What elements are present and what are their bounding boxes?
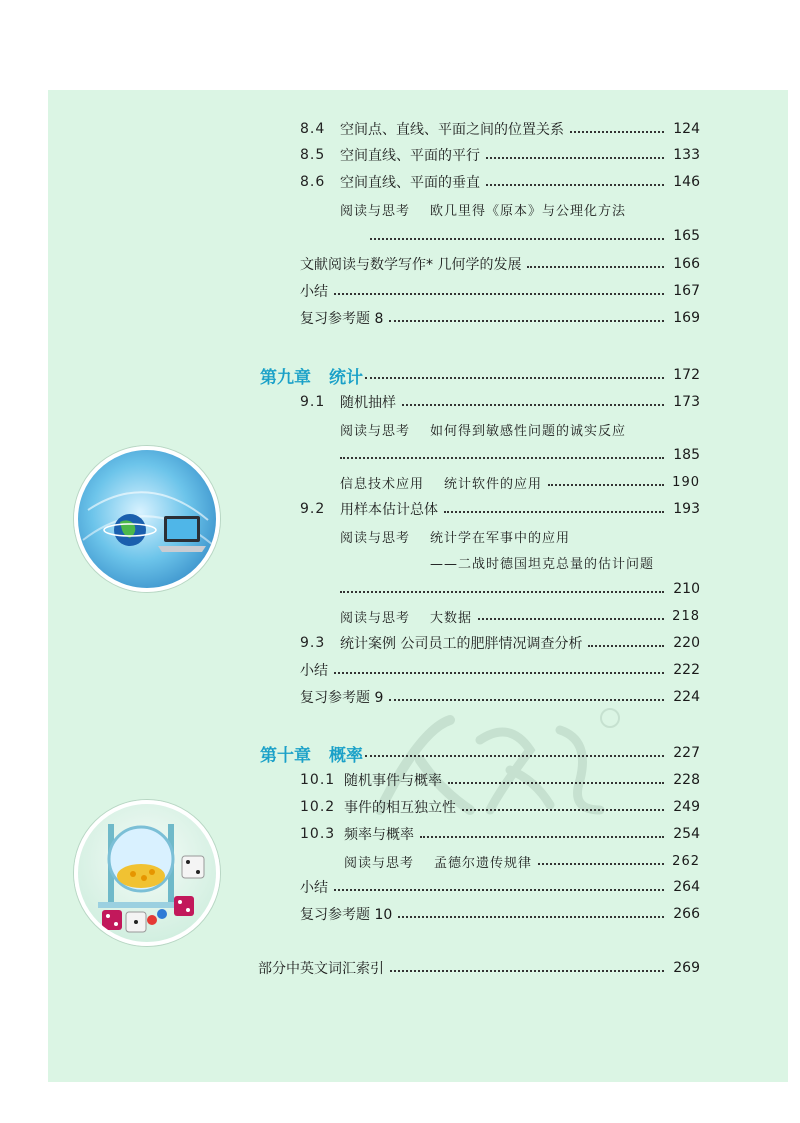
toc-entry-9-3[interactable] — [300, 632, 700, 654]
lottery-dice-graphic — [78, 804, 216, 942]
toc-entry-review-10[interactable] — [300, 903, 700, 925]
section-title: 空间点、直线、平面之间的位置关系 — [340, 122, 564, 138]
toc-entry-8-6[interactable] — [300, 171, 700, 193]
reading-title: 欧几里得《原本》与公理化方法 — [430, 203, 627, 219]
page-number: 227 — [673, 745, 700, 761]
toc-entry-9-1[interactable] — [300, 391, 700, 413]
section-title: 事件的相互独立性 — [344, 800, 456, 816]
section-number: 10.3 — [300, 826, 336, 842]
toc-reading-8-6[interactable] — [340, 198, 700, 220]
dot-leader — [334, 293, 664, 295]
dot-leader — [448, 782, 664, 784]
reading-title: 大数据 — [430, 610, 473, 626]
section-title: 空间直线、平面的平行 — [340, 148, 480, 164]
toc-entry-10-2[interactable] — [300, 796, 700, 818]
toc-chapter-9[interactable] — [260, 364, 700, 386]
toc-entry-10-1[interactable] — [300, 769, 700, 791]
reading-label: 阅读与思考 — [340, 203, 411, 219]
toc-entry-summary-9[interactable] — [300, 659, 700, 681]
dot-leader — [389, 320, 664, 322]
page-number: 124 — [673, 121, 700, 137]
dot-leader — [389, 699, 664, 701]
chapter-title: 概率 — [329, 745, 363, 766]
page-number: 185 — [673, 447, 700, 463]
dot-leader — [462, 809, 664, 811]
toc-entry-8-4[interactable] — [300, 118, 700, 140]
reading-subtitle: ——二战时德国坦克总量的估计问题 — [430, 556, 655, 572]
toc-entry-8-5[interactable] — [300, 144, 700, 166]
dot-leader — [398, 916, 664, 918]
section-title: 频率与概率 — [344, 827, 414, 843]
toc-reading-10-3[interactable] — [344, 850, 700, 872]
reading-title: 统计学在军事中的应用 — [430, 530, 571, 546]
dot-leader — [402, 404, 664, 406]
page-number: 169 — [673, 310, 700, 326]
toc-entry-review-9[interactable] — [300, 686, 700, 708]
section-number: 8.6 — [300, 174, 326, 190]
toc-entry-index[interactable] — [258, 957, 700, 979]
section-title: 用样本估计总体 — [340, 502, 438, 518]
it-title: 统计软件的应用 — [444, 476, 543, 492]
section-title: 文献阅读与数学写作* 几何学的发展 — [300, 257, 522, 273]
reading-label: 阅读与思考 — [340, 423, 411, 439]
section-title: 小结 — [300, 663, 328, 679]
page-number: 167 — [673, 283, 700, 299]
dot-leader — [538, 863, 664, 865]
toc-it-9-1[interactable] — [340, 471, 700, 493]
chapter-number: 第九章 — [260, 367, 311, 388]
page-number: 262 — [672, 853, 700, 869]
dot-leader — [365, 755, 664, 757]
toc-reading-9-2-subtitle[interactable] — [430, 551, 700, 573]
dot-leader — [548, 484, 664, 486]
page-number: 266 — [673, 906, 700, 922]
dot-leader — [420, 836, 664, 838]
section-title: 复习参考题 10 — [300, 907, 393, 923]
page-number: 165 — [673, 228, 700, 244]
dot-leader — [486, 157, 664, 159]
dot-leader — [334, 672, 664, 674]
page-number: 173 — [673, 394, 700, 410]
dot-leader — [478, 618, 664, 620]
probability-illustration — [74, 800, 220, 946]
page-number: 172 — [673, 367, 700, 383]
page-number: 249 — [673, 799, 700, 815]
toc-entry-review-8[interactable] — [300, 307, 700, 329]
page-number: 222 — [673, 662, 700, 678]
section-title: 统计案例 公司员工的肥胖情况调查分析 — [340, 636, 583, 652]
page-number: 166 — [673, 256, 700, 272]
chapter-number: 第十章 — [260, 745, 311, 766]
reading-label: 阅读与思考 — [344, 855, 415, 871]
dot-leader — [340, 457, 664, 459]
section-title: 随机事件与概率 — [344, 773, 442, 789]
reading-title: 如何得到敏感性问题的诚实反应 — [430, 423, 627, 439]
section-title: 小结 — [300, 284, 328, 300]
section-number: 10.2 — [300, 799, 336, 815]
section-number: 9.2 — [300, 501, 326, 517]
page-number: 133 — [673, 147, 700, 163]
toc-chapter-10[interactable] — [260, 742, 700, 764]
page-number: 224 — [673, 689, 700, 705]
toc-reading-9-2-page[interactable] — [340, 578, 700, 600]
reading-label: 阅读与思考 — [340, 530, 411, 546]
section-title: 复习参考题 8 — [300, 311, 384, 327]
section-number: 9.1 — [300, 394, 326, 410]
dot-leader — [570, 131, 664, 133]
toc-entry-9-2[interactable] — [300, 498, 700, 520]
dot-leader — [334, 889, 664, 891]
dot-leader — [486, 184, 664, 186]
toc-reading-9-2b[interactable] — [340, 605, 700, 627]
section-number: 9.3 — [300, 635, 326, 651]
toc-entry-summary-8[interactable] — [300, 280, 700, 302]
page-number: 264 — [673, 879, 700, 895]
it-label: 信息技术应用 — [340, 476, 425, 492]
section-title: 小结 — [300, 880, 328, 896]
dot-leader — [370, 238, 664, 240]
toc-entry-10-3[interactable] — [300, 823, 700, 845]
toc-entry-summary-10[interactable] — [300, 876, 700, 898]
statistics-illustration — [74, 446, 220, 592]
toc-reading-8-6-page[interactable] — [370, 225, 700, 247]
globe-laptop-graphic — [78, 450, 216, 588]
toc-reading-9-1-page[interactable] — [340, 444, 700, 466]
toc-entry-literature[interactable] — [300, 253, 700, 275]
dot-leader — [365, 377, 664, 379]
page-number: 193 — [673, 501, 700, 517]
page-number: 228 — [673, 772, 700, 788]
toc-reading-9-1[interactable] — [340, 418, 700, 440]
page-number: 210 — [673, 581, 700, 597]
page-number: 220 — [673, 635, 700, 651]
page-number: 190 — [672, 474, 700, 490]
reading-label: 阅读与思考 — [340, 610, 411, 626]
chapter-title: 统计 — [329, 367, 363, 388]
section-number: 10.1 — [300, 772, 336, 788]
page-number: 218 — [672, 608, 700, 624]
dot-leader — [588, 645, 664, 647]
section-number: 8.5 — [300, 147, 326, 163]
section-title: 部分中英文词汇索引 — [258, 961, 384, 977]
page-number: 146 — [673, 174, 700, 190]
toc-reading-9-2[interactable] — [340, 525, 700, 547]
dot-leader — [444, 511, 664, 513]
page-number: 269 — [673, 960, 700, 976]
reading-title: 孟德尔遗传规律 — [434, 855, 533, 871]
section-number: 8.4 — [300, 121, 326, 137]
dot-leader — [340, 591, 664, 593]
section-title: 空间直线、平面的垂直 — [340, 175, 480, 191]
dot-leader — [390, 970, 664, 972]
page-number: 254 — [673, 826, 700, 842]
section-title: 复习参考题 9 — [300, 690, 384, 706]
section-title: 随机抽样 — [340, 395, 396, 411]
dot-leader — [527, 266, 664, 268]
